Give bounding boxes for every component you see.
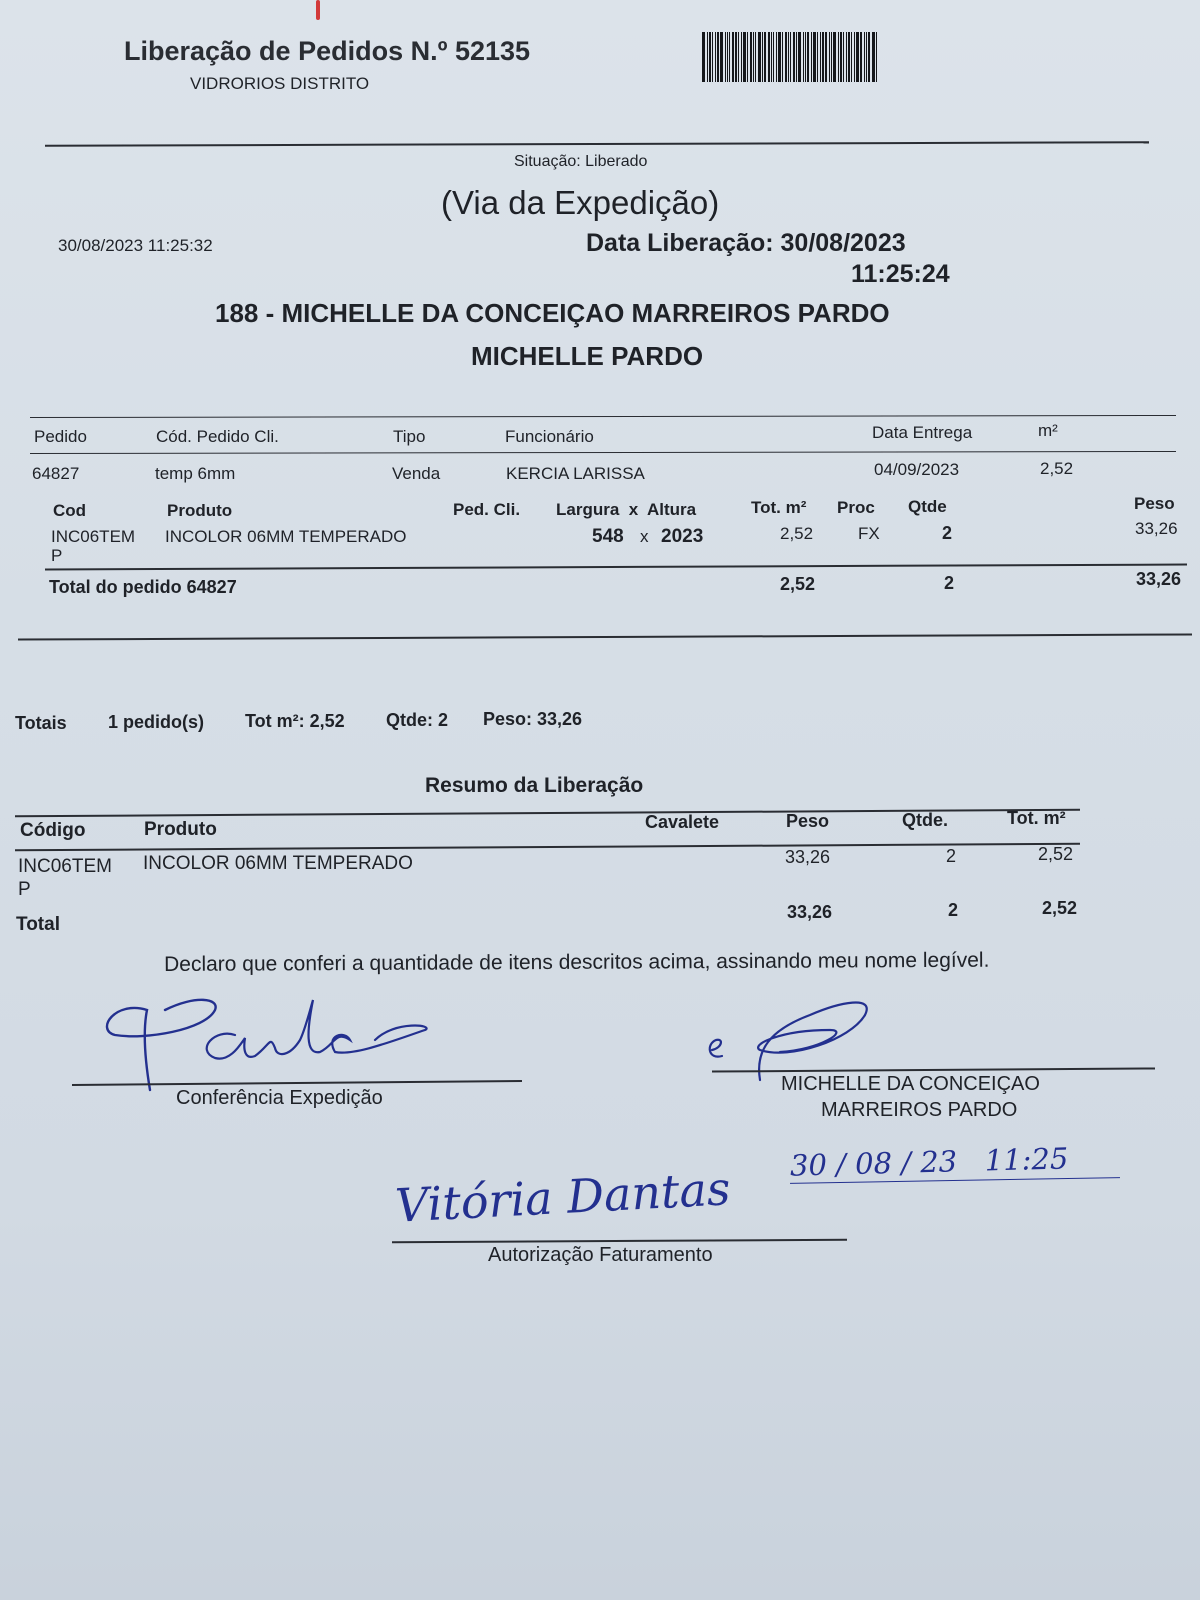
order-m2-value: 2,52 <box>1040 459 1074 478</box>
barcode-bar <box>856 32 859 82</box>
summary-codigo-line2: P <box>18 879 31 900</box>
item-proc: FX <box>858 524 880 543</box>
printed-timestamp: 30/08/2023 11:25:32 <box>58 236 213 255</box>
totals-peso: Peso: 33,26 <box>483 709 583 729</box>
barcode-bar <box>750 32 752 82</box>
barcode-bar <box>851 32 852 82</box>
status-text: Situação: Liberado <box>514 153 648 170</box>
order-pedido-value: 64827 <box>32 464 80 483</box>
header-divider <box>45 141 1149 146</box>
item-header-qtde: Qtde <box>908 497 947 516</box>
order-total-rule <box>45 564 1187 571</box>
release-time: 11:25:24 <box>851 260 950 288</box>
item-altura: 2023 <box>661 526 704 547</box>
barcode-bar <box>807 32 809 82</box>
item-dimension-x: x <box>640 527 649 546</box>
barcode <box>702 32 892 82</box>
order-total-qtde: 2 <box>944 573 955 593</box>
barcode-bar <box>805 32 806 82</box>
barcode-bar <box>793 32 795 82</box>
summary-title: Resumo da Liberação <box>425 774 644 797</box>
handwritten-date: 30 / 08 / 23 11:25 <box>789 1141 1069 1183</box>
item-header-ped-cli: Ped. Cli. <box>453 500 521 519</box>
item-produto: INCOLOR 06MM TEMPERADO <box>165 527 407 546</box>
barcode-bar <box>860 32 862 82</box>
barcode-bar <box>707 32 708 82</box>
barcode-bar <box>811 32 812 82</box>
order-total-m2: 2,52 <box>780 574 816 594</box>
barcode-bar <box>866 32 867 82</box>
summary-produto: INCOLOR 06MM TEMPERADO <box>143 853 413 874</box>
barcode-bar <box>782 32 783 82</box>
expedicao-label: Conferência Expedição <box>176 1087 383 1109</box>
summary-qtde: 2 <box>946 846 957 866</box>
barcode-bar <box>712 32 713 82</box>
order-data-entrega-value: 04/09/2023 <box>874 460 960 479</box>
declaration-text: Declaro que conferi a quantidade de itens descritos acima, assinando meu nome legível. <box>164 948 990 976</box>
barcode-bar <box>755 32 756 82</box>
document-title: Liberação de Pedidos N.º 52135 <box>124 36 531 66</box>
barcode-bar <box>843 32 844 82</box>
order-funcionario-value: KERCIA LARISSA <box>506 464 645 483</box>
barcode-bar <box>725 32 726 82</box>
barcode-bar <box>788 32 789 82</box>
barcode-bar <box>738 32 739 82</box>
barcode-bar <box>868 32 870 82</box>
barcode-bar <box>831 32 832 82</box>
barcode-bar <box>764 32 766 82</box>
barcode-bar <box>729 32 730 82</box>
summary-header-cavalete: Cavalete <box>645 812 720 832</box>
summary-total-qtde: 2 <box>948 900 959 920</box>
barcode-bar <box>825 32 827 82</box>
order-table-top-rule <box>30 415 1176 418</box>
barcode-bar <box>803 32 804 82</box>
order-tipo-value: Venda <box>392 464 441 483</box>
barcode-bar <box>820 32 821 82</box>
barcode-bar <box>732 32 734 82</box>
barcode-bar <box>876 32 877 82</box>
order-total-label: Total do pedido 64827 <box>49 577 237 597</box>
summary-header-produto: Produto <box>144 819 217 840</box>
col-header-cod-pedido-cli: Cód. Pedido Cli. <box>156 427 279 446</box>
col-header-funcionario: Funcionário <box>505 427 594 446</box>
barcode-bar <box>776 32 777 82</box>
customer-short-name: MICHELLE PARDO <box>471 341 704 371</box>
totals-qtde: Qtde: 2 <box>386 710 449 730</box>
barcode-bar <box>720 32 723 82</box>
col-header-data-entrega: Data Entrega <box>872 423 973 442</box>
item-tot-m2: 2,52 <box>780 524 814 543</box>
barcode-bar <box>848 32 850 82</box>
totals-tot-m2: Tot m²: 2,52 <box>245 711 345 731</box>
item-peso: 33,26 <box>1135 519 1178 538</box>
totals-label: Totais <box>15 713 67 733</box>
company-name: VIDRORIOS DISTRITO <box>190 74 370 93</box>
barcode-bar <box>771 32 772 82</box>
barcode-bar <box>796 32 797 82</box>
barcode-bar <box>813 32 816 82</box>
summary-total-peso: 33,26 <box>787 902 833 922</box>
col-header-m2: m² <box>1038 421 1058 440</box>
barcode-bar <box>854 32 855 82</box>
col-header-pedido: Pedido <box>34 427 87 446</box>
barcode-bar <box>790 32 791 82</box>
barcode-bar <box>864 32 865 82</box>
summary-header-peso: Peso <box>786 811 830 831</box>
copy-label: (Via da Expedição) <box>441 184 720 221</box>
red-ink-mark <box>316 0 320 20</box>
summary-total-tot-m2: 2,52 <box>1042 898 1078 918</box>
barcode-bar <box>735 32 737 82</box>
summary-total-label: Total <box>16 914 60 935</box>
barcode-bar <box>817 32 818 82</box>
barcode-bar <box>872 32 875 82</box>
faturamento-signature-line <box>392 1239 847 1243</box>
item-cod-line1: INC06TEM <box>51 527 136 546</box>
item-header-produto: Produto <box>167 501 233 520</box>
order-cod-pedido-cli-value: temp 6mm <box>155 464 236 483</box>
barcode-bar <box>758 32 761 82</box>
client-name-line2: MARREIROS PARDO <box>821 1099 1018 1121</box>
barcode-bar <box>840 32 842 82</box>
faturamento-label: Autorização Faturamento <box>488 1244 713 1266</box>
barcode-bar <box>762 32 763 82</box>
barcode-bar <box>741 32 742 82</box>
order-table-header-rule <box>30 451 1176 454</box>
customer-full-name: 188 - MICHELLE DA CONCEIÇAO MARREIROS PARDO <box>215 298 890 328</box>
summary-header-codigo: Código <box>20 820 86 841</box>
barcode-bar <box>829 32 830 82</box>
item-largura: 548 <box>592 526 624 547</box>
item-header-peso: Peso <box>1134 494 1175 513</box>
client-name-line1: MICHELLE DA CONCEIÇAO <box>781 1073 1040 1095</box>
barcode-bar <box>715 32 716 82</box>
summary-peso: 33,26 <box>785 847 831 867</box>
barcode-bar <box>846 32 847 82</box>
faturamento-signature: Vitória Dantas <box>393 1161 732 1233</box>
item-header-dimensions: Largura x Altura <box>556 500 697 519</box>
item-header-tot-m2: Tot. m² <box>751 498 807 517</box>
summary-header-rule <box>15 843 1080 852</box>
item-header-cod: Cod <box>53 501 87 520</box>
barcode-bar <box>785 32 787 82</box>
barcode-bar <box>822 32 824 82</box>
order-total-peso: 33,26 <box>1136 569 1182 589</box>
barcode-bar <box>727 32 728 82</box>
summary-header-qtde: Qtde. <box>902 810 949 830</box>
totals-pedidos: 1 pedido(s) <box>108 712 205 732</box>
summary-header-tot-m2: Tot. m² <box>1007 808 1066 828</box>
barcode-bar <box>743 32 746 82</box>
barcode-bar <box>778 32 781 82</box>
barcode-bar <box>773 32 774 82</box>
barcode-bar <box>717 32 719 82</box>
barcode-bar <box>768 32 770 82</box>
barcode-bar <box>709 32 711 82</box>
summary-tot-m2: 2,52 <box>1038 844 1074 864</box>
col-header-tipo: Tipo <box>393 427 426 446</box>
barcode-bar <box>753 32 754 82</box>
summary-codigo-line1: INC06TEM <box>18 856 112 877</box>
item-cod-line2: P <box>51 546 63 565</box>
barcode-bar <box>838 32 839 82</box>
order-section-bottom-rule <box>18 633 1192 640</box>
release-date: Data Liberação: 30/08/2023 <box>586 229 906 257</box>
barcode-bar <box>833 32 836 82</box>
barcode-bar <box>798 32 801 82</box>
item-header-proc: Proc <box>837 498 875 517</box>
barcode-bar <box>747 32 748 82</box>
item-qtde: 2 <box>942 523 953 543</box>
barcode-bar <box>702 32 705 82</box>
